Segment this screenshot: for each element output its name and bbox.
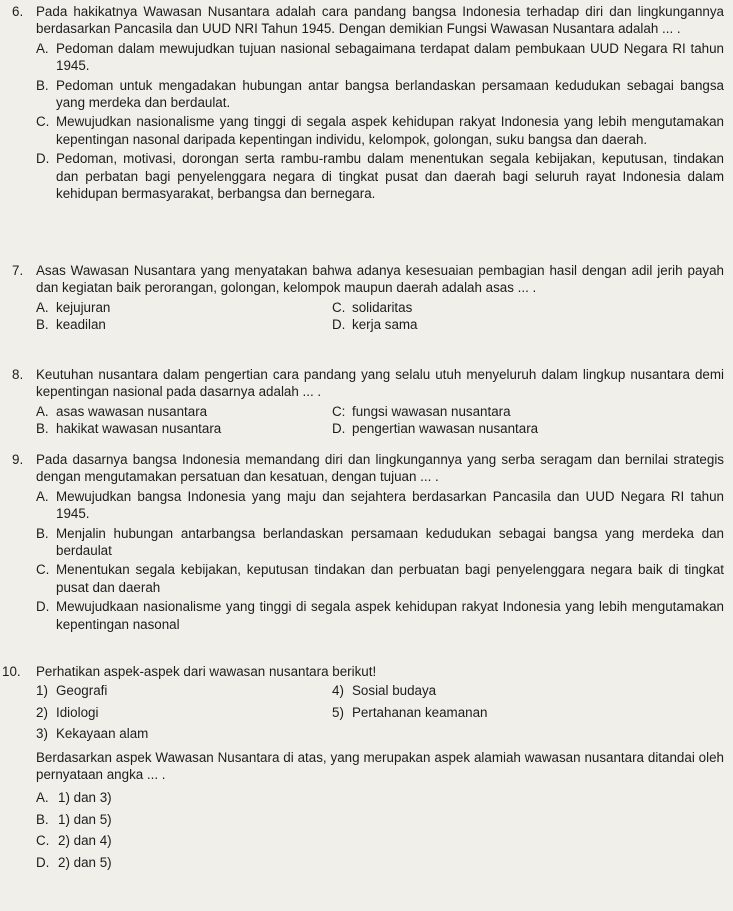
question-number: 6.: [12, 4, 24, 19]
question-number: 8.: [12, 367, 24, 382]
question-10: [2, 663, 724, 871]
aspect-number: 1): [36, 683, 48, 699]
option-d: [332, 316, 724, 333]
option-letter: A.: [36, 790, 49, 806]
aspect-number: 2): [36, 704, 48, 720]
option-text: Menentukan segala kebijakan, keputusan tindakan dan perbuatan bagi penyelenggara negara baik di tingkat pusat dan daerah: [56, 562, 724, 595]
option-d: [36, 854, 724, 871]
option-letter: C.: [36, 562, 50, 578]
option-text: solidaritas: [352, 299, 413, 315]
option-d: [36, 150, 724, 202]
option-letter: D.: [36, 151, 50, 167]
question-stem: Asas Wawasan Nusantara yang menyatakan bahwa adanya kesesuaian pembagian hasil dengan adil jerih payah dan kegiatan baik perorangan, golongan, kelompok maupun daerah adalah asas ... .: [36, 263, 724, 296]
option-b: [36, 77, 724, 112]
aspect-text: Kekayaan alam: [56, 726, 149, 742]
option-letter: A.: [36, 40, 49, 56]
question-stem: Perhatikan aspek-aspek dari wawasan nusantara berikut!: [36, 664, 377, 679]
option-grid: [36, 299, 724, 334]
aspect-number: 3): [36, 726, 48, 742]
aspect-text: Pertahanan keamanan: [352, 704, 488, 720]
option-text: hakikat wawasan nusantara: [56, 421, 222, 437]
option-text: kerja sama: [352, 317, 418, 333]
option-text: Pedoman, motivasi, dorongan serta rambu-rambu dalam menentukan segala kebijakan, keputusan, tindakan dan perbatan bagi penyelenggara negara di tingkat pusat dan daerah bagi seluruh rayat Indonesia dalam kehidupan bermasyarakat, berbangsa dan bernegara.: [56, 151, 724, 202]
option-letter: D.: [36, 599, 50, 615]
option-text: fungsi wawasan nusantara: [352, 403, 511, 419]
aspect-item: [36, 704, 332, 721]
option-b: [36, 525, 724, 560]
option-text: Mewujudkan nasionalisme yang tinggi di segala aspek kehidupan rakyat Indonesia yang lebih mengutamakan kepentingan nasonal daripada kepentingan individu, kelompok, golongan, suku bangsa dan daerah.: [56, 114, 724, 147]
option-text: 1) dan 3): [58, 790, 112, 806]
aspect-item: [36, 682, 332, 699]
option-b: [36, 811, 724, 828]
option-letter: A.: [36, 488, 49, 504]
question-9: [12, 451, 724, 633]
aspect-item: [36, 725, 332, 742]
option-letter: B.: [36, 811, 49, 827]
option-text: Pedoman untuk mengadakan hubungan antar bangsa berlandaskan persamaan kedudukan sebagai bangsa yang merdeka dan berdaulat.: [56, 77, 724, 111]
option-c: [332, 299, 724, 316]
aspect-text: Geografi: [56, 683, 108, 699]
option-c: [36, 113, 724, 148]
option-letter: A.: [36, 299, 49, 315]
option-d: [36, 598, 724, 633]
option-letter: C.: [36, 114, 50, 130]
question-number: 10.: [2, 664, 21, 679]
aspect-number: 5): [332, 704, 344, 720]
question-6: [12, 3, 724, 202]
option-letter: B.: [36, 317, 49, 333]
aspect-text: Idiologi: [56, 704, 99, 720]
aspect-text: Sosial budaya: [352, 683, 437, 699]
question-8: [12, 366, 724, 438]
option-text: Menjalin hubungan antarbangsa berlandaskan persamaan kedudukan sebagai bangsa yang merdeka dan berdaulat: [56, 525, 724, 559]
option-text: 1) dan 5): [58, 811, 112, 827]
option-text: kejujuran: [56, 299, 111, 315]
option-grid: [36, 403, 724, 438]
option-letter: A.: [36, 403, 49, 419]
option-text: Pedoman dalam mewujudkan tujuan nasional sebagaimana terdapat dalam pembukaan UUD Negara RI tahun 1945.: [56, 40, 724, 74]
option-letter: D.: [332, 421, 346, 437]
option-text: keadilan: [56, 317, 106, 333]
question-stem: Pada dasarnya bangsa Indonesia memandang diri dan lingkungannya yang serba seragam dan bernilai strategis dengan mengutamakan persatuan dan kesatuan, dengan tujuan ... .: [36, 452, 724, 485]
option-c: [332, 403, 724, 420]
question-stem: Pada hakikatnya Wawasan Nusantara adalah cara pandang bangsa Indonesia terhadap diri dan lingkungannya berdasarkan Pancasila dan UUD NRI Tahun 1945. Dengan demikian Fungsi Wawasan Nusantara adalah ... .: [36, 4, 724, 37]
option-text: Mewujudkaan nasionalisme yang tinggi di segala aspek kehidupan rakyat Indonesia yang lebih mengutamakan kepentingan nasonal: [56, 599, 724, 632]
option-d: [332, 420, 724, 437]
option-a: [36, 789, 724, 806]
option-c: [36, 832, 724, 849]
option-b: [36, 420, 332, 437]
option-letter: C:: [332, 403, 346, 419]
aspect-list: [36, 682, 724, 742]
option-a: [36, 403, 332, 420]
option-letter: C.: [36, 833, 50, 849]
question-paragraph: Berdasarkan aspek Wawasan Nusantara di atas, yang merupakan aspek alamiah wawasan nusantara ditandai oleh pernyataan angka ... .: [36, 749, 724, 783]
option-text: asas wawasan nusantara: [56, 403, 208, 419]
option-letter: B.: [36, 77, 49, 93]
aspect-item: [332, 704, 724, 721]
option-letter: B.: [36, 525, 49, 541]
question-number: 9.: [12, 452, 24, 467]
option-text: Mewujudkan bangsa Indonesia yang maju dan sejahtera berdasarkan Pancasila dan UUD Negara RI tahun 1945.: [56, 488, 724, 522]
option-text: pengertian wawasan nusantara: [352, 421, 539, 437]
option-a: [36, 40, 724, 75]
option-a: [36, 299, 332, 316]
option-letter: C.: [332, 299, 346, 315]
question-number: 7.: [12, 263, 24, 278]
option-letter: B.: [36, 421, 49, 437]
question-stem: Keutuhan nusantara dalam pengertian cara pandang yang selalu utuh menyeluruh dalam lingkup nusantara demi kepentingan nasional pada dasarnya adalah ... .: [36, 367, 724, 400]
option-c: [36, 561, 724, 596]
option-b: [36, 316, 332, 333]
option-letter: D.: [36, 854, 50, 870]
option-text: 2) dan 4): [58, 833, 112, 849]
option-text: 2) dan 5): [58, 854, 112, 870]
option-letter: D.: [332, 317, 346, 333]
question-7: [12, 262, 724, 334]
option-a: [36, 488, 724, 523]
aspect-number: 4): [332, 683, 344, 699]
aspect-item: [332, 682, 724, 699]
